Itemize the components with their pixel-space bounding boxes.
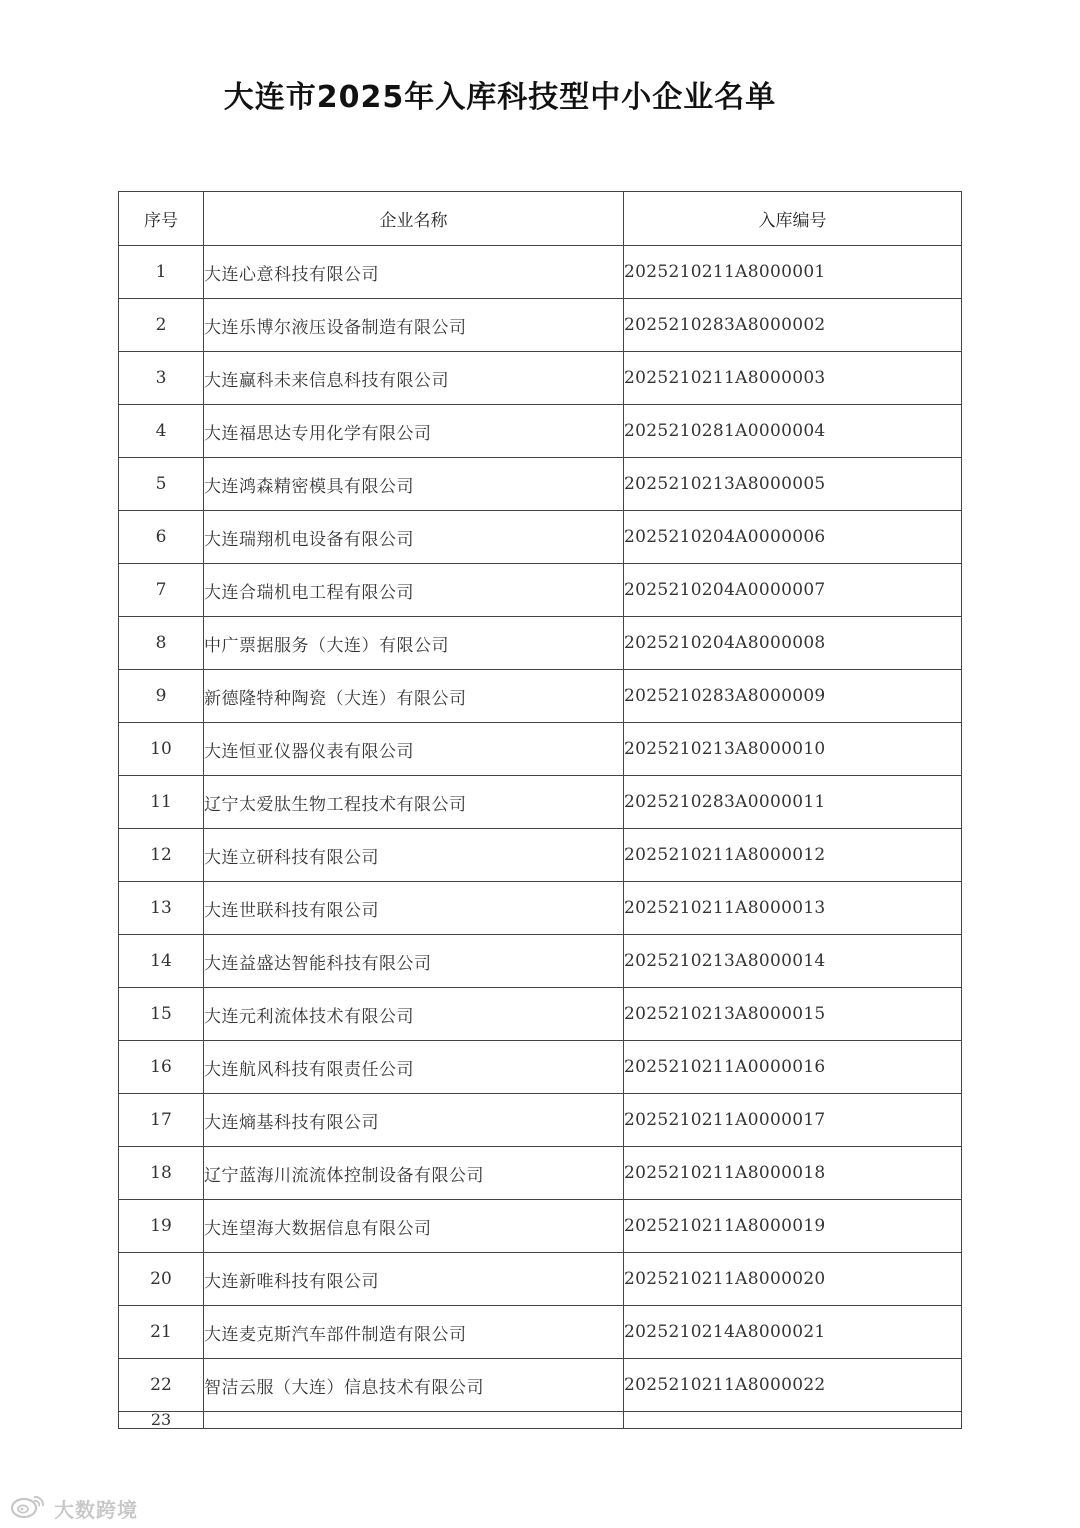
row-company-name-cell: 大连鸿森精密模具有限公司 xyxy=(204,458,624,511)
table-row xyxy=(119,405,962,458)
row-registration-code-cell: 2025210213A8000010 xyxy=(624,723,962,776)
row-index-cell: 7 xyxy=(119,564,204,617)
table-row xyxy=(119,511,962,564)
table-row xyxy=(119,882,962,935)
row-registration-code-cell: 2025210213A8000005 xyxy=(624,458,962,511)
table-row xyxy=(119,1041,962,1094)
header-code: 入库编号 xyxy=(624,192,962,246)
table-row xyxy=(119,1147,962,1200)
row-company-name-cell: 大连恒亚仪器仪表有限公司 xyxy=(204,723,624,776)
table-row xyxy=(119,723,962,776)
row-index-cell: 17 xyxy=(119,1094,204,1147)
row-company-name-cell: 大连元利流体技术有限公司 xyxy=(204,988,624,1041)
row-registration-code-cell: 2025210211A8000012 xyxy=(624,829,962,882)
row-registration-code-cell: 2025210283A8000009 xyxy=(624,670,962,723)
table-row xyxy=(119,1200,962,1253)
row-index-cell: 9 xyxy=(119,670,204,723)
row-index-cell: 20 xyxy=(119,1253,204,1306)
row-index-cell: 22 xyxy=(119,1359,204,1412)
page-title: 大连市2025年入库科技型中小企业名单 xyxy=(223,80,777,115)
row-registration-code-cell: 2025210211A8000022 xyxy=(624,1359,962,1412)
row-company-name-cell: 智洁云服（大连）信息技术有限公司 xyxy=(204,1359,624,1412)
watermark xyxy=(10,1492,138,1524)
row-registration-code-cell: 2025210211A8000003 xyxy=(624,352,962,405)
table-row xyxy=(119,1306,962,1359)
row-company-name-cell: 新德隆特种陶瓷（大连）有限公司 xyxy=(204,670,624,723)
row-registration-code-cell: 2025210283A0000011 xyxy=(624,776,962,829)
row-index-cell: 15 xyxy=(119,988,204,1041)
header-index: 序号 xyxy=(119,192,204,246)
table-row xyxy=(119,352,962,405)
row-index-cell: 11 xyxy=(119,776,204,829)
row-index-cell: 14 xyxy=(119,935,204,988)
row-company-name-cell: 大连心意科技有限公司 xyxy=(204,246,624,299)
row-index-cell: 2 xyxy=(119,299,204,352)
row-registration-code-cell xyxy=(624,1412,962,1429)
enterprise-table xyxy=(118,191,962,1429)
row-index-cell: 12 xyxy=(119,829,204,882)
table-row xyxy=(119,1094,962,1147)
row-company-name-cell: 辽宁太爱肽生物工程技术有限公司 xyxy=(204,776,624,829)
row-index-cell: 13 xyxy=(119,882,204,935)
row-registration-code-cell: 2025210211A8000019 xyxy=(624,1200,962,1253)
table-body xyxy=(119,246,962,1429)
table-row xyxy=(119,829,962,882)
row-registration-code-cell: 2025210204A0000006 xyxy=(624,511,962,564)
row-registration-code-cell: 2025210211A0000017 xyxy=(624,1094,962,1147)
table-row xyxy=(119,988,962,1041)
row-index-cell: 18 xyxy=(119,1147,204,1200)
row-registration-code-cell: 2025210211A8000018 xyxy=(624,1147,962,1200)
row-index-cell: 6 xyxy=(119,511,204,564)
weibo-logo-icon xyxy=(10,1493,48,1523)
header-name: 企业名称 xyxy=(204,192,624,246)
row-company-name-cell: 大连新唯科技有限公司 xyxy=(204,1253,624,1306)
row-company-name-cell: 大连立研科技有限公司 xyxy=(204,829,624,882)
table-row xyxy=(119,935,962,988)
row-registration-code-cell: 2025210211A8000013 xyxy=(624,882,962,935)
row-company-name-cell: 大连合瑞机电工程有限公司 xyxy=(204,564,624,617)
table-row xyxy=(119,299,962,352)
row-company-name-cell: 辽宁蓝海川流流体控制设备有限公司 xyxy=(204,1147,624,1200)
table-header-row xyxy=(119,192,962,246)
row-index-cell: 19 xyxy=(119,1200,204,1253)
table-row xyxy=(119,776,962,829)
row-company-name-cell: 大连熵基科技有限公司 xyxy=(204,1094,624,1147)
row-index-cell: 23 xyxy=(119,1412,204,1429)
table-row xyxy=(119,670,962,723)
row-index-cell: 16 xyxy=(119,1041,204,1094)
table-row xyxy=(119,458,962,511)
row-company-name-cell: 中广票据服务（大连）有限公司 xyxy=(204,617,624,670)
row-registration-code-cell: 2025210211A0000016 xyxy=(624,1041,962,1094)
row-company-name-cell: 大连世联科技有限公司 xyxy=(204,882,624,935)
row-index-cell: 3 xyxy=(119,352,204,405)
watermark-text: 大数跨境 xyxy=(54,1497,138,1522)
row-index-cell: 10 xyxy=(119,723,204,776)
row-company-name-cell: 大连赢科未来信息科技有限公司 xyxy=(204,352,624,405)
table-row xyxy=(119,1253,962,1306)
row-company-name-cell: 大连麦克斯汽车部件制造有限公司 xyxy=(204,1306,624,1359)
row-company-name-cell: 大连望海大数据信息有限公司 xyxy=(204,1200,624,1253)
row-index-cell: 8 xyxy=(119,617,204,670)
row-company-name-cell: 大连航风科技有限责任公司 xyxy=(204,1041,624,1094)
row-registration-code-cell: 2025210204A0000007 xyxy=(624,564,962,617)
row-registration-code-cell: 2025210214A8000021 xyxy=(624,1306,962,1359)
row-company-name-cell: 大连益盛达智能科技有限公司 xyxy=(204,935,624,988)
row-index-cell: 5 xyxy=(119,458,204,511)
row-company-name-cell: 大连乐博尔液压设备制造有限公司 xyxy=(204,299,624,352)
row-registration-code-cell: 2025210204A8000008 xyxy=(624,617,962,670)
row-company-name-cell: 大连福思达专用化学有限公司 xyxy=(204,405,624,458)
row-registration-code-cell: 2025210213A8000014 xyxy=(624,935,962,988)
row-index-cell: 21 xyxy=(119,1306,204,1359)
row-registration-code-cell: 2025210213A8000015 xyxy=(624,988,962,1041)
row-company-name-cell: 大连瑞翔机电设备有限公司 xyxy=(204,511,624,564)
table-row xyxy=(119,1359,962,1412)
row-index-cell: 1 xyxy=(119,246,204,299)
table-row xyxy=(119,246,962,299)
row-index-cell: 4 xyxy=(119,405,204,458)
row-registration-code-cell: 2025210211A8000020 xyxy=(624,1253,962,1306)
row-registration-code-cell: 2025210211A8000001 xyxy=(624,246,962,299)
table-row-partial xyxy=(119,1412,962,1429)
row-registration-code-cell: 2025210283A8000002 xyxy=(624,299,962,352)
row-company-name-cell xyxy=(204,1412,624,1429)
table-row xyxy=(119,564,962,617)
table-row xyxy=(119,617,962,670)
row-registration-code-cell: 2025210281A0000004 xyxy=(624,405,962,458)
